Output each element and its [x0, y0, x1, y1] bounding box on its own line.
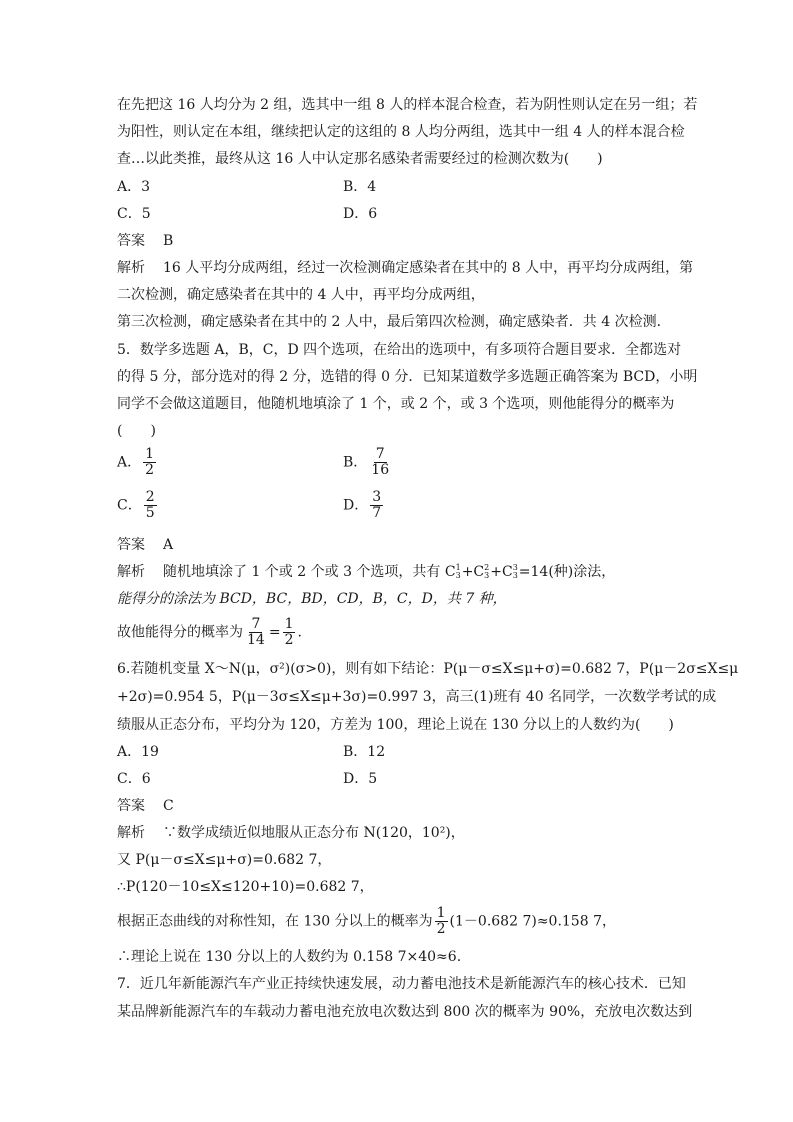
q6-line-3: 绩服从正态分布，平均分为 120，方差为 100，理论上说在 130 分以上的人数约为( ) [117, 717, 674, 733]
q5-analysis-2: 能得分的涂法为 BCD，BC，BD，CD，B，C，D，共 7 种， [117, 591, 507, 607]
numerator: 7 [375, 446, 385, 462]
q5-answer [117, 536, 173, 554]
answer-value: B [163, 233, 174, 249]
q6-analysis-3: ∴P(120－10≤X≤120+10)=0.682 7， [117, 879, 374, 895]
q5-analysis-1 [117, 563, 615, 581]
analysis-text: +C [461, 564, 485, 580]
q6-answer [117, 797, 174, 815]
denominator: 14 [247, 632, 265, 648]
q7-line-2: 某品牌新能源汽车的车载动力蓄电池充放电次数达到 800 次的概率为 90%，充放电次数达到 [117, 1004, 693, 1020]
denominator: 7 [372, 505, 382, 521]
analysis-text: =14(种)涂法， [518, 564, 616, 580]
numerator: 3 [372, 489, 382, 505]
subscript: 3 [455, 571, 461, 580]
analysis-text: . [297, 624, 302, 641]
denominator: 2 [284, 632, 294, 648]
q6-analysis-1 [117, 824, 465, 842]
superscript: 1 [455, 563, 461, 572]
q5-option-a [117, 447, 158, 478]
analysis-text: 故他能得分的概率为 [117, 624, 243, 641]
answer-value: C [163, 798, 174, 814]
q6-option-c: C．6 [117, 771, 151, 787]
q5-option-c [117, 490, 159, 521]
q4-option-d: D．6 [343, 206, 378, 222]
analysis-label: 解析 [117, 825, 145, 841]
analysis-label: 解析 [117, 260, 145, 276]
analysis-text: 16 人平均分成两组，经过一次检测确定感染者在其中的 8 人中，再平均分成两组，第 [163, 260, 694, 276]
numerator: 1 [145, 446, 155, 462]
fraction [283, 617, 296, 648]
combination-index [513, 564, 518, 580]
fraction [144, 490, 157, 521]
answer-label: 答案 [117, 798, 145, 814]
option-label: B． [343, 454, 368, 471]
denominator: 2 [436, 921, 446, 937]
q6-analysis-4 [117, 906, 616, 937]
superscript: 2 [484, 563, 490, 572]
q6-analysis-2: 又 P(μ－σ≤X≤μ+σ)=0.682 7， [117, 852, 332, 868]
q6-analysis-5: ∴理论上说在 130 分以上的人数约为 0.158 7×40≈6. [117, 949, 462, 965]
q5-line-3: 同学不会做这道题目，他随机地填涂了 1 个，或 2 个，或 3 个选项，则他能得分的概率为 [117, 396, 675, 412]
analysis-text: 根据正态曲线的对称性知，在 130 分以上的概率为 [117, 913, 433, 930]
numerator: 1 [284, 616, 294, 632]
answer-label: 答案 [117, 537, 145, 553]
q5-option-d [343, 490, 385, 521]
q5-option-b [343, 447, 393, 478]
superscript: 3 [512, 563, 518, 572]
q6-line-1: 6.若随机变量 X～N(μ，σ²)(σ>0)，则有如下结论：P(μ－σ≤X≤μ+σ)=0.682 7，P(μ－2σ≤X≤μ [117, 661, 739, 677]
q4-option-a: A．3 [117, 179, 151, 195]
combination-index [484, 564, 489, 580]
q4-option-b: B．4 [343, 179, 377, 195]
fraction [143, 447, 156, 478]
q4-answer [117, 232, 173, 250]
fraction [435, 906, 448, 937]
denominator: 5 [145, 505, 155, 521]
option-label: D． [343, 497, 369, 514]
q6-line-2: +2σ)=0.954 5，P(μ－3σ≤X≤μ+3σ)=0.997 3，高三(1)班有 40 名同学，一次数学考试的成 [117, 689, 717, 705]
numerator: 1 [436, 905, 446, 921]
combination-index [456, 564, 461, 580]
q4-line-2: 为阳性，则认定在本组，继续把认定的这组的 8 人均分两组，选其中一组 4 人的样本混合检 [117, 124, 685, 140]
analysis-text: 随机地填涂了 1 个或 2 个或 3 个选项，共有 C [163, 564, 456, 580]
q6-option-b: B．12 [343, 744, 386, 760]
q4-analysis-3: 第三次检测，确定感染者在其中的 2 人中，最后第四次检测，确定感染者．共 4 次检测． [117, 314, 671, 330]
answer-label: 答案 [117, 233, 145, 249]
numerator: 2 [145, 489, 155, 505]
q6-option-d: D．5 [343, 771, 378, 787]
q4-line-1: 在先把这 16 人均分为 2 组，选其中一组 8 人的样本混合检查，若为阴性则认定在另一组；若 [117, 97, 698, 113]
q5-line-4: ( ) [117, 423, 156, 439]
denominator: 16 [371, 462, 390, 478]
q4-analysis-1 [117, 259, 693, 277]
q5-line-1: 5．数学多选题 A，B，C，D 四个选项，在给出的选项中，有多项符合题目要求．全都选对 [117, 342, 682, 358]
fraction [370, 490, 383, 521]
q4-analysis-2: 二次检测，确定感染者在其中的 4 人中，再平均分成两组， [117, 287, 485, 303]
answer-value: A [163, 537, 174, 553]
q7-line-1: 7．近几年新能源汽车产业正持续快速发展，动力蓄电池技术是新能源汽车的核心技术．已知 [117, 976, 686, 992]
analysis-text: ∵数学成绩近似地服从正态分布 N(120，10²)， [163, 825, 465, 841]
option-label: C． [117, 497, 142, 514]
q5-analysis-3 [117, 617, 302, 648]
option-label: A． [117, 454, 142, 471]
analysis-text: +C [490, 564, 513, 580]
q5-line-2: 的得 5 分，部分选对的得 2 分，选错的得 0 分．已知某道数学多选题正确答案为 BCD，小明 [117, 369, 698, 385]
q6-option-a: A．19 [117, 744, 159, 760]
q4-line-3: 查…以此类推，最终从这 16 人中认定那名感染者需要经过的检测次数为( ) [117, 151, 603, 167]
q4-option-c: C．5 [117, 206, 151, 222]
analysis-text: (1－0.682 7)≈0.158 7， [449, 913, 616, 930]
fraction [245, 617, 267, 648]
subscript: 3 [512, 571, 518, 580]
denominator: 2 [145, 462, 155, 478]
equals-sign: = [268, 624, 281, 641]
fraction [369, 447, 391, 478]
analysis-label: 解析 [117, 564, 145, 580]
numerator: 7 [251, 616, 261, 632]
subscript: 3 [484, 571, 490, 580]
